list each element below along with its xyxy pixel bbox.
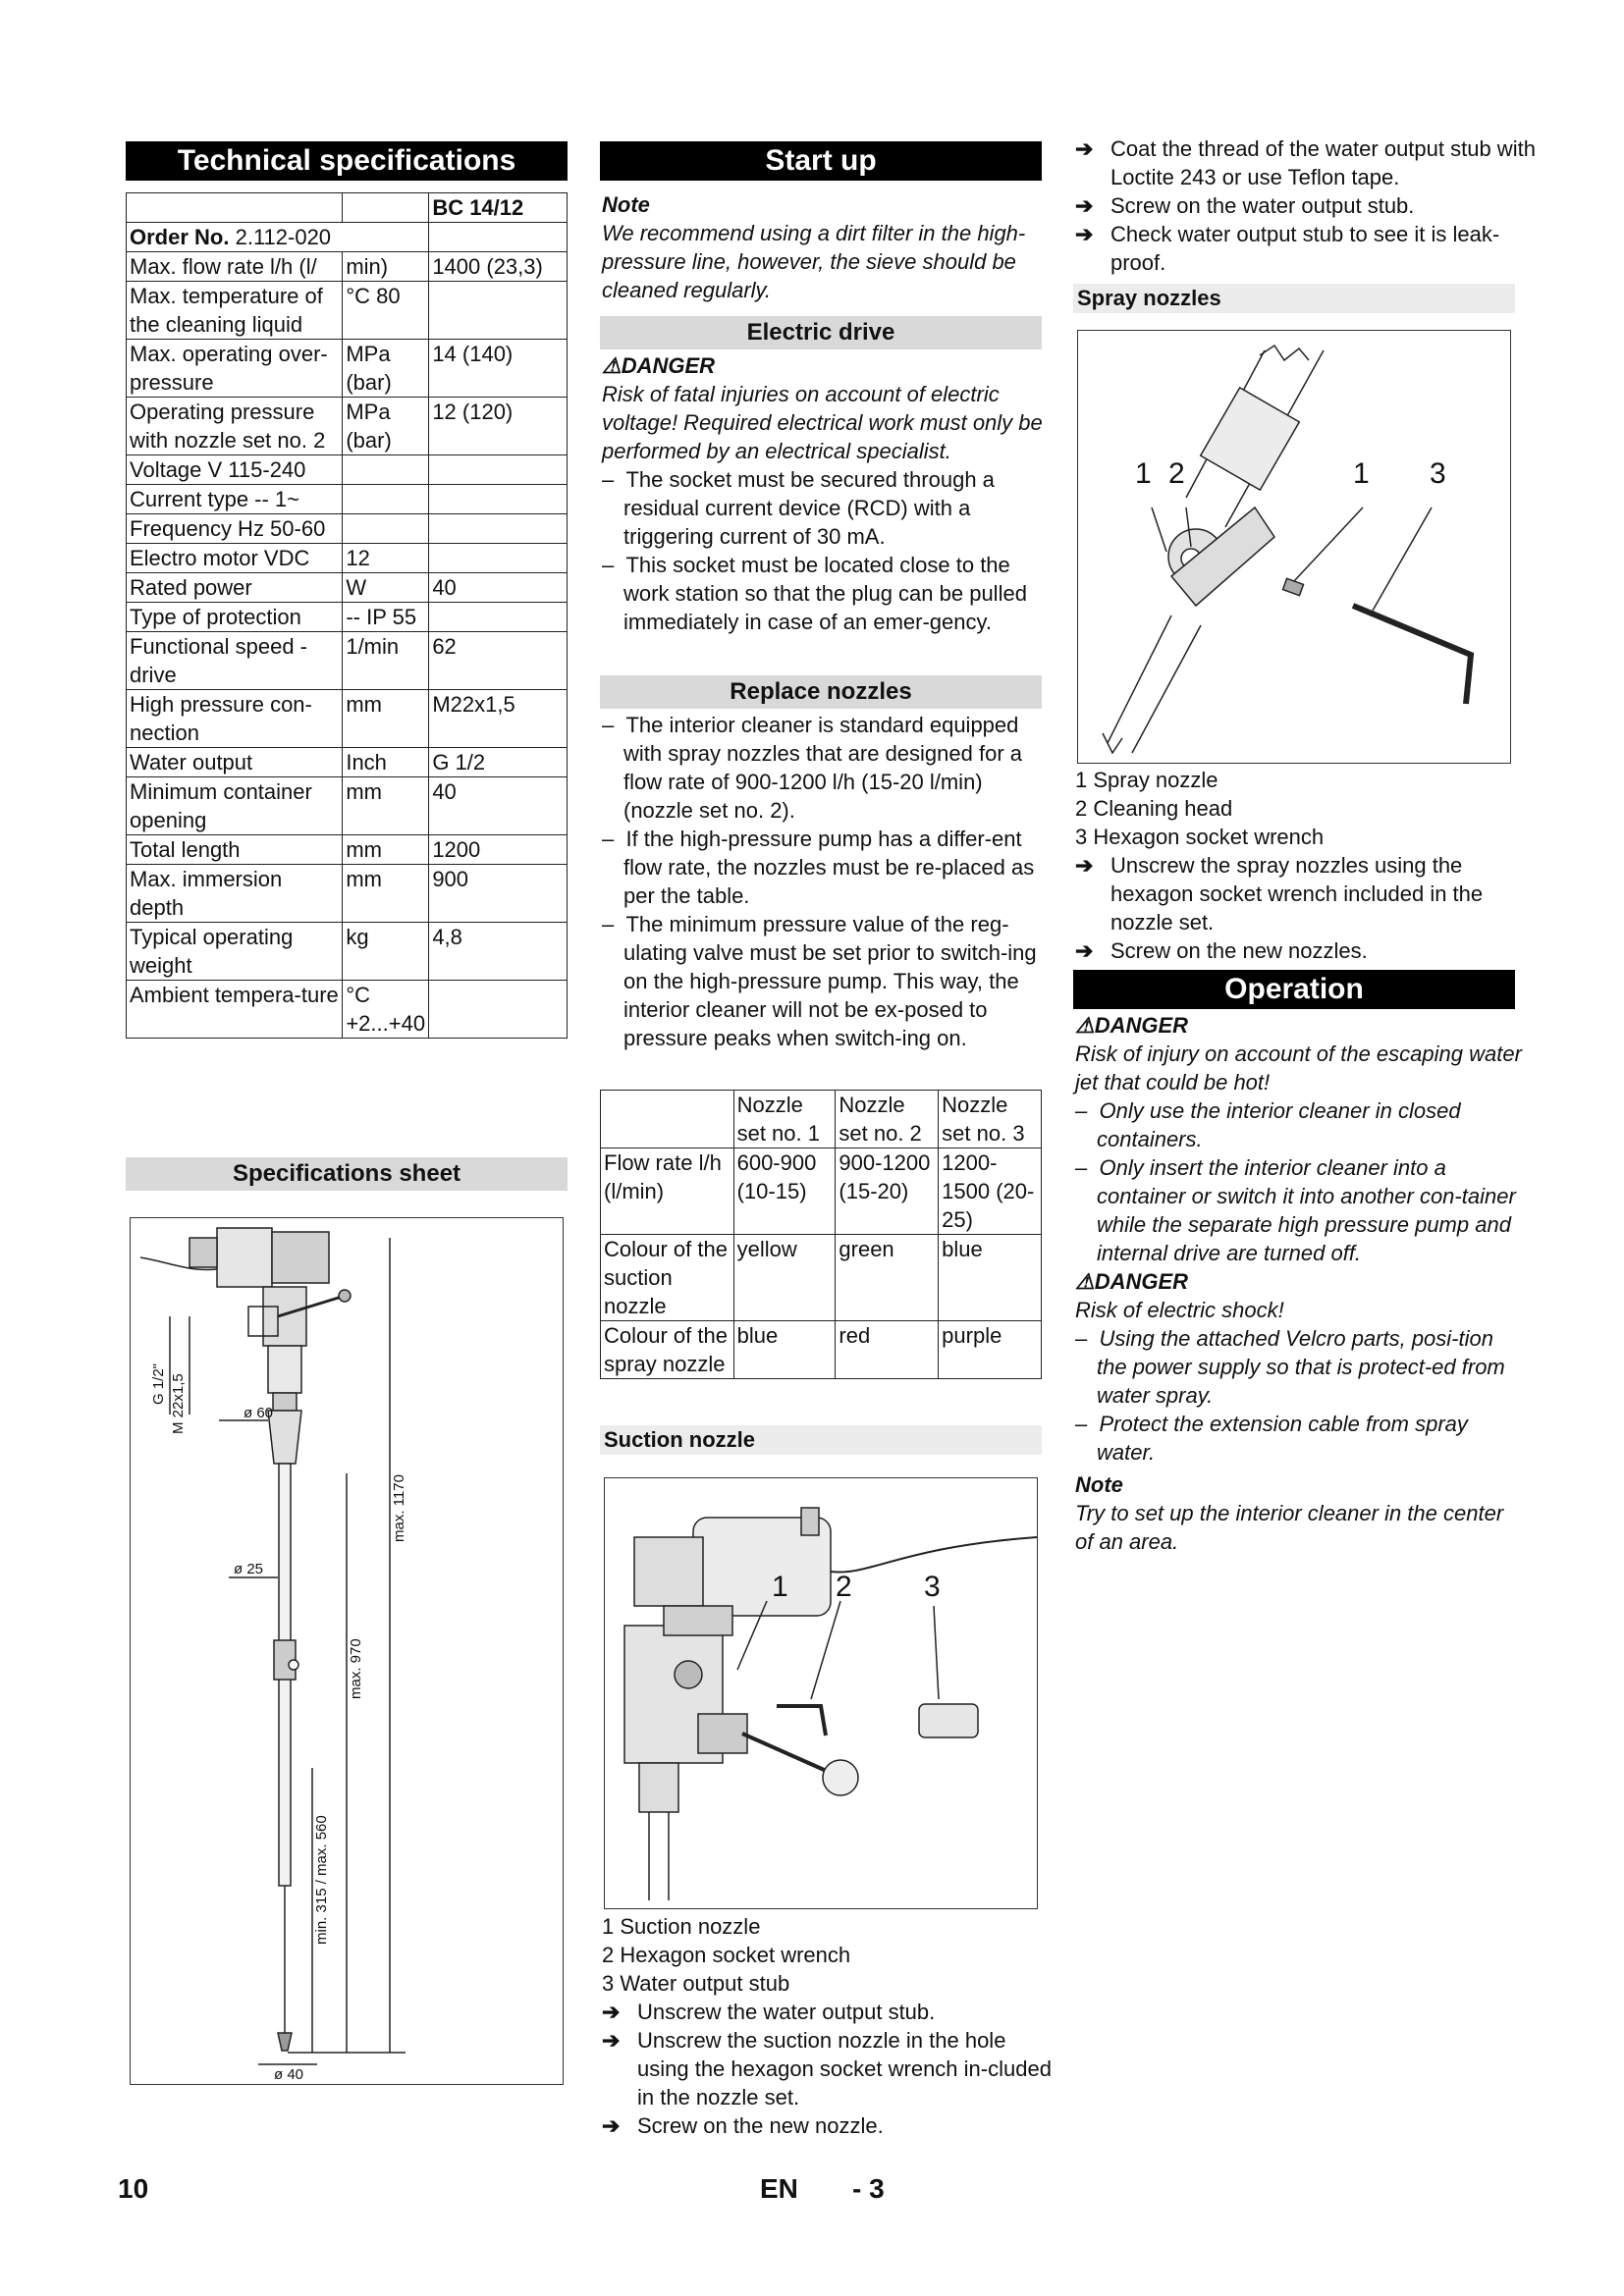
g12-label: G 1/2" (150, 1362, 167, 1405)
list-item: – Only use the interior cleaner in closed containers. (1075, 1098, 1461, 1151)
minmax-label: min. 315 / max. 560 (313, 1815, 330, 1945)
max1170-label: max. 1170 (391, 1474, 407, 1542)
spec-sheet-drawing (130, 1217, 564, 2085)
table-row (127, 632, 568, 690)
table-cell: Typical operating weight (127, 923, 343, 981)
danger-label: ⚠DANGER (602, 353, 716, 378)
table-cell (429, 282, 568, 340)
step-item: ➔ Unscrew the suction nozzle in the hole using the hexagon socket wrench in-cluded in the nozzle set. (602, 2028, 1052, 2109)
danger-text: Risk of fatal injuries on account of electric voltage! Required electrical work must only be performed by an electrical specialist. (602, 382, 1043, 463)
table-cell: Operating pressure with nozzle set no. 2 (127, 398, 343, 455)
legend-item: 3 Hexagon socket wrench (1075, 825, 1325, 849)
table-cell: mm (343, 777, 429, 835)
table-cell: Inch (343, 748, 429, 777)
note-label: Note (602, 192, 650, 217)
table-row (127, 835, 568, 865)
table-cell (343, 485, 429, 514)
table-row (127, 252, 568, 282)
table-cell: G 1/2 (429, 748, 568, 777)
warning-icon: ⚠ (1075, 1269, 1095, 1294)
table-cell (429, 455, 568, 485)
fig-label-3: 3 (1430, 457, 1446, 490)
legend-item: 2 Hexagon socket wrench (602, 1943, 851, 1967)
danger-label: ⚠DANGER (1075, 1269, 1189, 1294)
danger-text: Risk of injury on account of the escaping water jet that could be hot! (1075, 1041, 1522, 1095)
spray-figure-svg (1078, 331, 1510, 763)
table-row (127, 748, 568, 777)
fig-label-1b: 1 (1353, 457, 1370, 490)
table-row (127, 544, 568, 573)
table-cell: 900 (429, 865, 568, 923)
legend-item: 1 Spray nozzle (1075, 768, 1218, 792)
arrow-right-icon: ➔ (1075, 222, 1094, 246)
list-item: – If the high-pressure pump has a differ-ent flow rate, the nozzles must be re-placed as per the table. (602, 827, 1035, 908)
table-cell: 1200 (429, 835, 568, 865)
tech-spec-title: Technical specifications (126, 141, 568, 181)
suction-nozzle-figure (604, 1477, 1038, 1909)
table-cell: M22x1,5 (429, 690, 568, 748)
table-cell: Frequency Hz 50-60 (127, 514, 343, 544)
table-cell: Functional speed - drive (127, 632, 343, 690)
table-cell: Current type -- 1~ (127, 485, 343, 514)
table-cell (429, 544, 568, 573)
table-row (127, 455, 568, 485)
table-cell: kg (343, 923, 429, 981)
arrow-right-icon: ➔ (1075, 136, 1094, 161)
table-row (127, 981, 568, 1039)
list-item: – The socket must be secured through a residual current device (RCD) with a triggering current of 30 mA. (602, 467, 995, 549)
table-cell: Voltage V 115-240 (127, 455, 343, 485)
list-item: – The interior cleaner is standard equipped with spray nozzles that are designed for a flow rate of 900-1200 l/h (15-20 l/min) (nozzle set no. 2). (602, 713, 1023, 823)
table-cell (429, 514, 568, 544)
table-row (127, 923, 568, 981)
step-item: ➔ Screw on the new nozzle. (602, 2113, 884, 2138)
table-cell: 1400 (23,3) (429, 252, 568, 282)
note-text: We recommend using a dirt filter in the high-pressure line, however, the sieve should be cleaned regularly. (602, 221, 1026, 302)
danger-text: Risk of electric shock! (1075, 1298, 1284, 1322)
arrow-right-icon: ➔ (1075, 938, 1094, 963)
warning-icon: ⚠ (1075, 1013, 1095, 1038)
warning-icon: ⚠ (602, 353, 622, 378)
table-row (127, 690, 568, 748)
table-cell: °C +2...+40 (343, 981, 429, 1039)
list-item: – Only insert the interior cleaner into a container or switch it into another con-tainer while the separate high pressure pump and internal drive are turned off. (1075, 1155, 1516, 1265)
table-row: Flow rate l/h (l/min) 600-900 (10-15) 900-1200 (15-20) 1200-1500 (20-25) (601, 1148, 1042, 1235)
table-row (127, 573, 568, 603)
table-row (127, 514, 568, 544)
arrow-right-icon: ➔ (1075, 853, 1094, 878)
note-label: Note (1075, 1472, 1123, 1497)
table-cell (429, 603, 568, 632)
table-cell: W (343, 573, 429, 603)
step-item: ➔ Check water output stub to see it is leak-proof. (1075, 222, 1500, 275)
fig-label-2: 2 (1168, 457, 1185, 490)
table-row (127, 282, 568, 340)
order-number: Order No. 2.112-020 (127, 223, 429, 252)
table-cell: Electro motor VDC (127, 544, 343, 573)
list-item: – Protect the extension cable from spray water. (1075, 1412, 1468, 1465)
table-cell: 14 (140) (429, 340, 568, 398)
table-row (127, 340, 568, 398)
table-row (127, 777, 568, 835)
arrow-right-icon: ➔ (1075, 193, 1094, 218)
table-cell: 62 (429, 632, 568, 690)
legend-item: 1 Suction nozzle (602, 1914, 761, 1939)
spray-nozzles-figure (1077, 330, 1511, 764)
arrow-right-icon: ➔ (602, 2000, 621, 2024)
table-cell: °C 80 (343, 282, 429, 340)
model-header: BC 14/12 (429, 193, 568, 223)
legend-item: 3 Water output stub (602, 1971, 790, 1996)
legend-item: 2 Cleaning head (1075, 796, 1233, 821)
table-cell (343, 455, 429, 485)
step-item: ➔ Unscrew the spray nozzles using the hexagon socket wrench included in the nozzle set. (1075, 853, 1484, 934)
table-cell: 4,8 (429, 923, 568, 981)
table-cell: Minimum container opening (127, 777, 343, 835)
list-item: – This socket must be located close to the work station so that the plug can be pulled immediately in case of an emer-gency. (602, 553, 1027, 634)
d60-label: ø 60 (244, 1405, 274, 1421)
table-cell (429, 485, 568, 514)
arrow-right-icon: ➔ (602, 2113, 621, 2138)
arrow-right-icon: ➔ (602, 2028, 621, 2053)
tech-spec-table (126, 192, 568, 1039)
spec-sheet-title: Specifications sheet (126, 1157, 568, 1191)
step-item: ➔ Screw on the new nozzles. (1075, 938, 1368, 963)
start-up-title: Start up (600, 141, 1042, 181)
replace-nozzles-title: Replace nozzles (600, 675, 1042, 709)
table-cell: 1/min (343, 632, 429, 690)
sub-page: - 3 (852, 2173, 885, 2204)
fig-label-1: 1 (1135, 457, 1152, 490)
table-row: Colour of the spray nozzle blue red purple (601, 1321, 1042, 1379)
table-row (127, 603, 568, 632)
table-cell: mm (343, 690, 429, 748)
table-row (127, 865, 568, 923)
fig-label-1: 1 (772, 1571, 788, 1603)
table-cell: 12 (343, 544, 429, 573)
table-cell: Total length (127, 835, 343, 865)
table-cell (429, 981, 568, 1039)
max970-label: max. 970 (348, 1638, 364, 1699)
table-cell: Ambient tempera-ture (127, 981, 343, 1039)
step-item: ➔ Screw on the water output stub. (1075, 193, 1415, 218)
list-item: – Using the attached Velcro parts, posi-tion the power supply so that is protect-ed from water spray. (1075, 1326, 1505, 1408)
m22-label: M 22x1,5 (170, 1373, 187, 1434)
table-cell: 12 (120) (429, 398, 568, 455)
spray-nozzles-title: Spray nozzles (1073, 284, 1515, 313)
step-item: ➔ Coat the thread of the water output stub with Loctite 243 or use Teflon tape. (1075, 136, 1536, 189)
table-row (127, 398, 568, 455)
table-row: Nozzle set no. 1 Nozzle set no. 2 Nozzle set no. 3 (601, 1091, 1042, 1148)
table-cell: Max. flow rate l/h (l/ (127, 252, 343, 282)
suction-nozzle-title: Suction nozzle (600, 1425, 1042, 1455)
step-item: ➔ Unscrew the water output stub. (602, 2000, 936, 2024)
fig-label-2: 2 (836, 1571, 852, 1603)
table-cell: min) (343, 252, 429, 282)
table-cell: Max. immersion depth (127, 865, 343, 923)
table-row: Colour of the suction nozzle yellow green blue (601, 1235, 1042, 1321)
nozzle-table (600, 1090, 1042, 1379)
table-row (127, 223, 568, 252)
table-cell: Type of protection (127, 603, 343, 632)
language-code: EN (760, 2173, 798, 2204)
table-cell: Max. operating over-pressure (127, 340, 343, 398)
table-cell: Max. temperature of the cleaning liquid (127, 282, 343, 340)
table-cell: Water output (127, 748, 343, 777)
table-cell: -- IP 55 (343, 603, 429, 632)
table-row (127, 193, 568, 223)
spec-drawing-svg (131, 1218, 565, 2086)
suction-figure-svg (605, 1478, 1037, 1908)
table-cell: mm (343, 865, 429, 923)
danger-label: ⚠DANGER (1075, 1013, 1189, 1038)
d40-label: ø 40 (274, 2066, 304, 2083)
electric-drive-title: Electric drive (600, 316, 1042, 349)
table-cell: mm (343, 835, 429, 865)
table-cell: 40 (429, 777, 568, 835)
page-number: 10 (118, 2173, 149, 2204)
table-cell: MPa (bar) (343, 340, 429, 398)
table-cell: 40 (429, 573, 568, 603)
d25-label: ø 25 (234, 1561, 264, 1577)
list-item: – The minimum pressure value of the reg-ulating valve must be set prior to switch-ing on the high-pressure pump. This way, the interior cleaner will not be ex-posed to pressure peaks when switch-ing on. (602, 912, 1037, 1050)
table-cell (343, 514, 429, 544)
table-cell: MPa (bar) (343, 398, 429, 455)
operation-title: Operation (1073, 970, 1515, 1009)
table-row (127, 485, 568, 514)
table-cell: Rated power (127, 573, 343, 603)
table-cell: High pressure con-nection (127, 690, 343, 748)
fig-label-3: 3 (924, 1571, 941, 1603)
note-text: Try to set up the interior cleaner in the center of an area. (1075, 1501, 1504, 1554)
